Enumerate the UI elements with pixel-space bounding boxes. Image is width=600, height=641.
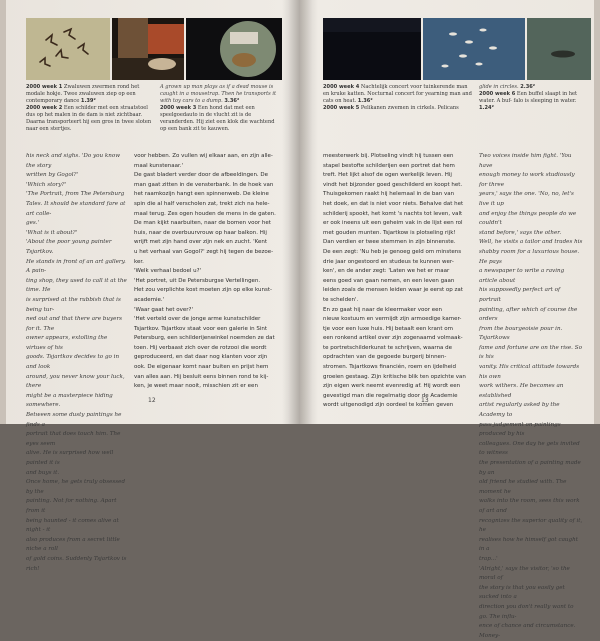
photo-swallows bbox=[26, 18, 110, 80]
text-line: and enjoy the things people do we couldn't bbox=[479, 210, 577, 227]
text-line: meesterwerk bij. Plotseling vindt hij tussen een bbox=[323, 153, 454, 159]
left-photo-strip bbox=[26, 18, 285, 80]
caption-text: Zwaluwen zwermen rond het modale hokje. Twee zwaluwen ziep op een contemporary dance bbox=[26, 84, 140, 104]
text-line: ting shop, they used to call it at the time. He bbox=[26, 277, 127, 294]
text-line: 'Which story?' bbox=[26, 181, 67, 188]
text-line: nieuw kostuum en vermijdt zijn armoedige kamer- bbox=[323, 316, 462, 323]
text-line: ook. De eigenaar komt naar buiten en prijst hem bbox=[134, 364, 269, 371]
text-line: Tales. It should be standard fare at art colle- bbox=[26, 200, 126, 217]
caption-code: 1.39² bbox=[80, 98, 96, 104]
caption-week-6 bbox=[479, 84, 583, 112]
text-line: his supposedly perfect art of portrait bbox=[479, 287, 561, 303]
caption-code: 1.24² bbox=[479, 105, 494, 111]
text-line: painting, after which of course the orders bbox=[479, 306, 578, 323]
photo-mousetrap bbox=[112, 18, 184, 80]
caption-week-1 bbox=[26, 84, 154, 133]
text-line: huis, naar de overbuurvrouw op haar balkon. Hij bbox=[134, 229, 267, 236]
text-line: Dan verdien er twee stemmen in zijn binnenste. bbox=[323, 239, 456, 246]
text-line: u het verhaal van Gogol?' zegt hij tegen de bezoe- bbox=[134, 248, 274, 255]
text-line: stand before,' says the other. bbox=[479, 229, 562, 236]
dutch-column bbox=[323, 152, 473, 411]
english-column bbox=[479, 152, 583, 641]
text-line: En zo gaat hij naar de kleermaker voor een bbox=[323, 306, 442, 313]
text-line: geproduceerd, en dat daar nog klanten voor zijn bbox=[134, 354, 268, 361]
text-line: voor hebben. Zo vullen wij elkaar aan, en zijn alle- bbox=[134, 153, 273, 159]
text-line: Thuisgekomen raakt hij helemaal in de ban van bbox=[323, 191, 455, 198]
text-line: Well, he visits a tailor and trades his bbox=[479, 239, 583, 246]
text-line: 'Waar gaat het over?' bbox=[134, 306, 193, 313]
text-line: leiden zoals de mensen leiden waar je eerst op zat bbox=[323, 287, 463, 294]
text-line: De gast bladert verder door de afbeeldingen. De bbox=[134, 172, 269, 179]
text-line: owner appears, extolling the virtues of his bbox=[26, 335, 108, 351]
text-line: ken, je weet maar nooit, misschien zit er een bbox=[134, 383, 258, 390]
text-line: Het zou verplichte kost moeten zijn op elke kunst- bbox=[134, 287, 272, 294]
text-line: written by Gogol?' bbox=[26, 172, 79, 179]
text-line: tje voor een luxe huis. Hij betaalt een krant om bbox=[323, 325, 453, 332]
text-line: and buys it. bbox=[26, 469, 60, 476]
dutch-column bbox=[134, 152, 286, 392]
text-line: colleagues. One day he gets invited to witness bbox=[479, 440, 580, 457]
caption-code: 2.36² bbox=[520, 84, 536, 90]
text-line: te portretschilderkunst te schrijven, waarna de bbox=[323, 344, 453, 351]
text-line: De een zegt: 'Nu heb je genoeg geld om minstens bbox=[323, 248, 462, 255]
text-line: maal kunstenaar.' bbox=[134, 162, 184, 169]
text-line: ker. bbox=[134, 258, 144, 265]
text-line: from the bourgeoisie pour in. Tsjartkows bbox=[479, 325, 563, 342]
text-line: Once home, he gets truly obsessed by the bbox=[26, 479, 126, 495]
caption-code: 1.36² bbox=[357, 98, 373, 104]
text-line: ence of chance and circumstance. Money- bbox=[479, 623, 576, 639]
week-label: 2000 week 2 bbox=[26, 105, 63, 111]
text-line: realises how he himself got caught in a bbox=[479, 536, 578, 553]
text-line: ned out and that there are buyers for it. The bbox=[26, 316, 122, 332]
text-line: recognizes the superior quality of it, he bbox=[479, 517, 583, 534]
photo-dog bbox=[186, 18, 282, 80]
caption-text-en: A grown up man plays as if a dead mouse is caught in a mousetrap. Then he transports it with toy cars to a dump. bbox=[160, 84, 277, 104]
text-line: his neck and sighs. 'Do you know the story bbox=[26, 153, 121, 169]
caption-text: Een schilder met een straatstoel dus op het malen in de dam is niet zichtbaar. Daarna transporteert hij een gros in twee sloten naar een stertjes. bbox=[26, 105, 152, 132]
text-line: Petersburg, een schilderijenwinkel noemden ze dat bbox=[134, 335, 275, 342]
text-line: De man kijkt naarbuiten, naar de bomen voor het bbox=[134, 220, 271, 227]
text-line: might be a masterpiece hiding somewhere. bbox=[26, 392, 113, 409]
text-line: van alles aan. Hij besluit eens binnen rond te kij- bbox=[134, 373, 269, 380]
text-line: 'Alright,' says the visitor, 'so the moral of bbox=[479, 565, 570, 582]
text-line: eens goed van gaan nemen, en een leven gaan bbox=[323, 277, 455, 284]
text-line: is surprised at the rubbish that is being tur- bbox=[26, 296, 121, 313]
text-line: a newspaper to write a raving article about bbox=[479, 268, 565, 284]
photo-pelicans bbox=[423, 18, 525, 80]
week-label: 2000 week 6 bbox=[479, 91, 516, 97]
text-line: man gaat zitten in de vensterbank. In de hoek van bbox=[134, 181, 274, 188]
text-line: of gold coins. Suddenly Tsjartkov is rich! bbox=[26, 555, 127, 572]
text-line: 'About the poor young painter Tsjartkov. bbox=[26, 239, 112, 255]
text-line: te schelden'. bbox=[323, 296, 359, 303]
text-line: painting. Not for nothing. Apart from it bbox=[26, 498, 117, 514]
text-line: 'Welk verhaal bedoel u?' bbox=[134, 268, 202, 275]
caption-text: Pelikanen zwemen in cirkels. Pelicans bbox=[360, 105, 459, 111]
caption-text: Een buffel slaapt in het water. A buf- falo is sleeping in water. bbox=[479, 91, 578, 104]
text-line: trap...' bbox=[479, 555, 498, 562]
text-line: 'Het portret, uit De Petersburgse Vertellingen. bbox=[134, 277, 261, 284]
week-label: 2000 week 4 bbox=[323, 84, 360, 90]
left-captions bbox=[26, 84, 285, 146]
text-line: opdrachten van de gegoede burgerij binnen- bbox=[323, 354, 447, 361]
week-label: 2000 week 1 bbox=[26, 84, 63, 90]
text-line: He stands in front of an art gallery. A pain- bbox=[26, 258, 126, 275]
caption-code: 3.36² bbox=[224, 98, 240, 104]
text-line: old friend he studied with. The moment he bbox=[479, 479, 567, 495]
text-line: also produces from a secret little niche a roll bbox=[26, 536, 120, 553]
right-captions bbox=[323, 84, 580, 146]
text-line: wrijft met zijn hand over zijn nek en zucht. 'Kent bbox=[134, 239, 267, 246]
gutter-shadow bbox=[282, 0, 300, 424]
page-number: 13 bbox=[421, 397, 429, 404]
text-line: zijn eigen werk neemt evenredig af. Hij wordt een bbox=[323, 383, 461, 390]
text-line: 'Het verteld over de jonge arme kunstschilder bbox=[134, 316, 261, 323]
text-line: artist regularly asked by the Academy to bbox=[479, 402, 560, 419]
text-line: het doek, en dat is niet voor niets. Behalve dat het bbox=[323, 200, 464, 207]
text-line: goods. Tsjartkov decides to go in and look bbox=[26, 354, 120, 371]
text-line: stromen. Tsjartkows financién, roem en ijdelheid bbox=[323, 364, 457, 371]
text-line: being haunted - it comes alive at night - it bbox=[26, 517, 119, 534]
text-line: ken', en de ander zegt: 'Laten we het er maar bbox=[323, 268, 450, 275]
photo-buffalo bbox=[527, 18, 591, 80]
text-line: met gouden munten. Tsjartkow is plotseling rijk! bbox=[323, 229, 456, 236]
text-line: er ook ineens uit een geheim vak in de lijst een rol bbox=[323, 220, 463, 227]
text-line: toen. Hij verbaast zich over de rotzooi die wordt bbox=[134, 344, 267, 351]
caption-text: Een hond dat met een speelgoedauto in de vlucht zit is de veranderden. Hij ziet een klok die wachtend op een bank zit te kauwen. bbox=[160, 105, 275, 132]
page-number: 12 bbox=[148, 397, 156, 404]
text-line: work withers. He becomes an established bbox=[479, 383, 564, 399]
text-line: the presentation of a painting made by an bbox=[479, 460, 581, 476]
text-line: Two voices inside him fight. 'You have bbox=[479, 153, 572, 169]
english-column bbox=[26, 152, 128, 574]
text-line: spin die al half verscholen zat, trekt zich na hele- bbox=[134, 200, 270, 207]
caption-text-en: glide in circles. bbox=[479, 84, 519, 90]
text-line: schilderij spookt, het komt 's nachts tot leven, valt bbox=[323, 210, 463, 217]
text-line: vindt het bijzonder goed geschilderd en koopt het. bbox=[323, 181, 463, 188]
photo-night-concert bbox=[323, 18, 421, 80]
text-line: groeien gestaag. Zijn kritische blik ten opzichte van bbox=[323, 373, 466, 380]
text-line: walks into the room, sees this work of art and bbox=[479, 498, 580, 514]
text-line: years,' says the one. 'No, no, let's live it up bbox=[479, 191, 574, 207]
right-page bbox=[301, 0, 600, 639]
text-line: gevestigd man die regelmatig door de Academie bbox=[323, 392, 458, 399]
text-line: stapel bestofte schilderijen een portret dat hem bbox=[323, 162, 455, 169]
text-line: 'The Portrait, from The Petersburg bbox=[26, 191, 125, 198]
text-line: een ronkend artikel over zijn zogenaamd volmaak- bbox=[323, 335, 463, 342]
left-page bbox=[0, 0, 299, 572]
text-line: enough money to work studiously for three bbox=[479, 172, 575, 188]
text-line: het raamkozijn hangt een spinnenweb. De kleine bbox=[134, 191, 269, 198]
caption-week-4 bbox=[323, 84, 473, 112]
text-line: fame and fortune are on the rise. So is his bbox=[479, 344, 582, 361]
text-line: Tsjartkov. Tsjartkov staat voor een galerie in Sint bbox=[134, 325, 268, 332]
caption-text: Nachtelijk concert voor tuinkerende man en kruke katten. Nocturnal concert for yearning man and cats on heat. bbox=[323, 84, 472, 104]
text-line: pass judgement on paintings produced by his bbox=[479, 421, 561, 438]
week-label: 2000 week 5 bbox=[323, 105, 360, 111]
text-line: direction you don't really want to go. The influ- bbox=[479, 603, 574, 620]
caption-week-3 bbox=[160, 84, 282, 133]
week-label: 2000 week 3 bbox=[160, 105, 197, 111]
text-line: portrait that does touch him. The eyes seem bbox=[26, 431, 121, 447]
text-line: around, you never know your luck, there bbox=[26, 373, 125, 390]
text-line: treft. Het lijkt alsof de ogen werkelijk leven. Hij bbox=[323, 172, 452, 179]
text-line: wordt uitgenodigd zijn oordeel te komen geven bbox=[323, 402, 454, 409]
text-line: drie jaar ongestoord en studeus te kunnen wer- bbox=[323, 258, 454, 265]
text-line: vanity. His critical attitude towards his own bbox=[479, 364, 580, 380]
right-photo-strip bbox=[323, 18, 580, 80]
text-line: maal terug. Zes ogen houden de mens in de gaten. bbox=[134, 210, 276, 217]
text-line: academie.' bbox=[134, 296, 165, 303]
text-line: shabby room for a luxurious house. He pays bbox=[479, 248, 580, 265]
text-line: Between some dusty paintings he finds a bbox=[26, 412, 122, 428]
text-line: 'What is it about?' bbox=[26, 229, 78, 236]
text-line: alive. He is surprised how well painted it is bbox=[26, 450, 114, 466]
text-line: ges.' bbox=[26, 220, 40, 227]
text-line: the story is that you easily get sucked into a bbox=[479, 584, 565, 601]
